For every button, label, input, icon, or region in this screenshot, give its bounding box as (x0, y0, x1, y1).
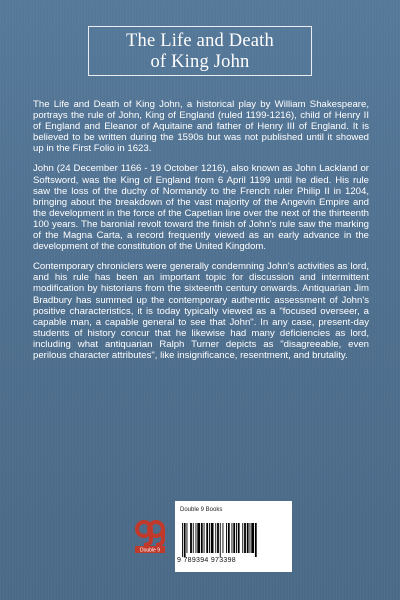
barcode-bar (204, 523, 205, 553)
barcode-bar (215, 523, 216, 553)
barcode-bar (228, 523, 230, 553)
barcode-bar (201, 523, 203, 553)
barcode-bar (220, 523, 221, 557)
title-line-1: The Life and Death (126, 31, 274, 51)
title-box (88, 26, 312, 76)
barcode-bar (232, 523, 233, 553)
title-line-2: of King John (150, 52, 250, 72)
barcode-bar (209, 523, 210, 553)
synopsis-paragraph-3: Contemporary chroniclers were generally condemning John's activities as lord, and his rule has been an important topic for discussion and intermittent modification by historians from the sixteenth century onwards. Antiquarian Jim Bradbury has summed up the contemporary authentic assessment of John's positive characteristics, it is today typically viewed as a "focused overseer, a capable man, a capable general to see that John". In any case, present-day students of history concur that he likewise had many deficiencies as lord, including what antiquarian Ralph Turner depicts as "disagreeable, even perilous character attributes", like insignificance, resentment, and brutality. (33, 261, 369, 361)
barcode-bar (247, 523, 249, 553)
barcode-bar (226, 523, 227, 553)
barcode-bar (190, 523, 192, 553)
barcode-bar (206, 523, 208, 553)
barcode-bar (197, 523, 200, 553)
barcode-icon (180, 523, 287, 557)
barcode-publisher: Double 9 Books (180, 507, 223, 513)
barcode-bar (238, 523, 240, 553)
synopsis-paragraph-2: John (24 December 1166 - 19 October 1216), also known as John Lackland or Softsword, was the King of England from 6 April 1199 until he died. His rule saw the loss of the duchy of Normandy to the French ruler Philip II in 1204, bringing about the breakdown of the vast majority of the Angevin Empire and the development in the force of the Capetian line over the next of the thirteenth 100 years. The baronial revolt toward the finish of John's rule saw the marking of the Magna Carta, a record frequently viewed as an early advance in the development of the constitution of the United Kingdom. (33, 163, 369, 253)
barcode-bar (233, 523, 235, 553)
barcode-bar (211, 523, 214, 553)
barcode-digits: 9 789394 973398 (177, 557, 236, 564)
barcode-bar (255, 523, 257, 557)
barcode-panel (175, 501, 292, 572)
barcode-bar (236, 523, 237, 553)
barcode-bar (187, 523, 188, 553)
synopsis-text (33, 99, 369, 370)
synopsis-paragraph-1: The Life and Death of King John, a historical play by William Shakespeare, portrays the rule of John, King of England (ruled 1199-1216), child of Henry II of England and Eleanor of Aquitaine and father of Henry III of England. It is believed to be written during the 1590s but was not published until it showed up in the First Folio in 1623. (33, 99, 369, 155)
barcode-bar (250, 523, 251, 553)
barcode-bar (196, 523, 197, 553)
barcode-bar (242, 523, 243, 553)
barcode-bar (182, 523, 183, 557)
publisher-logo (134, 517, 166, 555)
barcode-bar (193, 523, 194, 553)
barcode-bar (251, 523, 254, 553)
barcode-bar (184, 523, 186, 557)
barcode-bar (244, 523, 246, 553)
logo-text: Double 9 (139, 547, 161, 554)
barcode-bar (223, 523, 224, 553)
barcode-bar (217, 523, 219, 553)
double-nine-logo-icon (134, 517, 166, 555)
